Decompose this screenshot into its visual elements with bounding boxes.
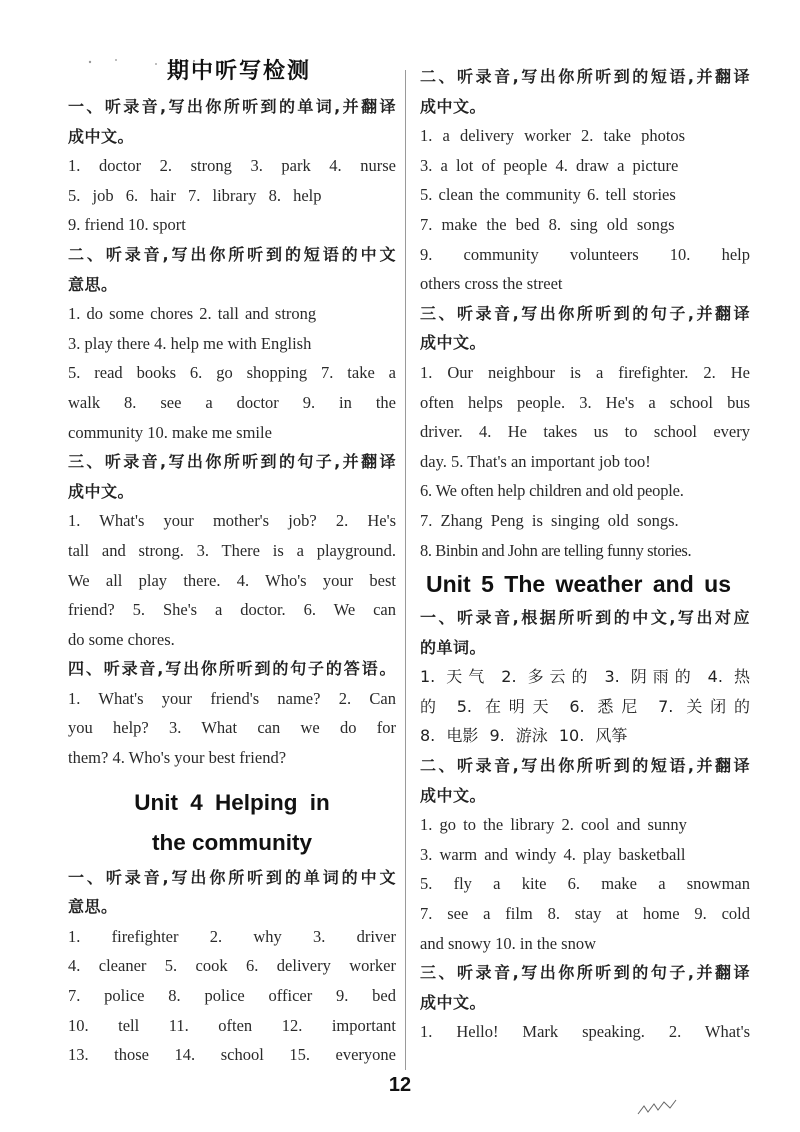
section-heading: 成中文。	[68, 481, 135, 501]
answer-line: 7. make the bed 8. sing old songs	[420, 214, 675, 234]
answer-line: 1. do some chores 2. tall and strong	[68, 304, 317, 324]
section-heading: 成中文。	[420, 992, 487, 1012]
answer-line: 8. 电影 9. 游泳 10. 风筝	[420, 726, 628, 746]
answer-line: 9. friend 10. sport	[68, 215, 186, 235]
section-heading: 二、听录音,写出你所听到的短语的中文	[68, 244, 396, 264]
page-number: 12	[388, 1074, 412, 1096]
answer-line: 7. see a film 8. stay at home 9. cold	[420, 904, 750, 924]
section-heading: 一、听录音,写出你所听到的单词的中文	[68, 867, 396, 887]
section-heading: 三、听录音,写出你所听到的句子,并翻译	[420, 963, 750, 983]
answer-line: 5. fly a kite 6. make a snowman	[420, 874, 750, 894]
right-column	[420, 62, 750, 1047]
unit-title: Unit 5 The weather and us	[426, 571, 731, 598]
column-divider	[405, 70, 406, 1070]
answer-line: 7. Zhang Peng is singing old songs.	[420, 510, 679, 530]
answer-line: 6. We often help children and old people.	[420, 481, 684, 501]
section-heading: 意思。	[68, 274, 118, 294]
page-title: 期中听写检测	[166, 59, 311, 84]
answer-line: 5. clean the community 6. tell stories	[420, 185, 676, 205]
section-heading: 二、听录音,写出你所听到的短语,并翻译	[420, 67, 750, 86]
answer-line: them? 4. Who's your best friend?	[68, 748, 287, 768]
section-heading: 三、听录音,写出你所听到的句子,并翻译	[68, 452, 396, 472]
unit-title: Unit 4 Helping in	[134, 789, 330, 815]
answer-line: 13. those 14. school 15. everyone	[68, 1045, 396, 1065]
answer-line: friend? 5. She's a doctor. 6. We can	[68, 600, 396, 620]
section-heading: 成中文。	[420, 96, 487, 116]
answer-line: 1. What's your friend's name? 2. Can	[68, 688, 396, 708]
answer-line: 4. cleaner 5. cook 6. delivery worker	[68, 956, 396, 976]
answer-line: day. 5. That's an important job too!	[420, 451, 651, 471]
section-heading: 一、听录音,根据所听到的中文,写出对应	[420, 608, 750, 628]
answer-line: 5. job 6. hair 7. library 8. help	[68, 185, 322, 205]
section-heading: 成中文。	[68, 126, 135, 146]
section-heading: 意思。	[68, 897, 118, 917]
answer-line: 1. firefighter 2. why 3. driver	[68, 926, 396, 946]
answer-line: 7. police 8. police officer 9. bed	[68, 986, 396, 1006]
answer-line: 1. go to the library 2. cool and sunny	[420, 815, 687, 835]
answer-line: 3. a lot of people 4. draw a picture	[420, 155, 679, 175]
section-heading: 二、听录音,写出你所听到的短语,并翻译	[420, 756, 750, 776]
answer-line: 10. tell 11. often 12. important	[68, 1015, 396, 1035]
answer-line: 1. a delivery worker 2. take photos	[420, 126, 686, 146]
answer-line: others cross the street	[420, 274, 563, 294]
answer-line: 1. Our neighbour is a firefighter. 2. He	[420, 362, 750, 382]
answer-line: 3. warm and windy 4. play basketball	[420, 844, 686, 864]
answer-line: 8. Binbin and John are telling funny stories.	[420, 540, 692, 560]
section-heading: 成中文。	[420, 785, 487, 805]
answer-line: and snowy 10. in the snow	[420, 933, 596, 953]
answer-line: 1. 天气 2. 多云的 3. 阴雨的 4. 热	[420, 667, 750, 687]
scribble-mark	[636, 1094, 686, 1120]
answer-line: 3. play there 4. help me with English	[68, 333, 312, 353]
answer-line: We all play there. 4. Who's your best	[68, 570, 396, 590]
section-heading: 的单词。	[420, 637, 487, 657]
answer-line: do some chores.	[68, 629, 175, 649]
section-heading: 一、听录音,写出你所听到的单词,并翻译	[68, 97, 396, 116]
section-heading: 成中文。	[420, 333, 487, 353]
answer-line: driver. 4. He takes us to school every	[420, 422, 750, 442]
left-column	[68, 52, 396, 1070]
answer-line: 1. doctor 2. strong 3. park 4. nurse	[68, 156, 396, 176]
section-heading: 四、听录音,写出你所听到的句子的答语。	[68, 659, 396, 679]
answer-line: walk 8. see a doctor 9. in the	[68, 392, 396, 412]
answer-line: often helps people. 3. He's a school bus	[420, 392, 750, 412]
answer-line: you help? 3. What can we do for	[68, 718, 396, 738]
answer-line: tall and strong. 3. There is a playground.	[68, 540, 396, 560]
answer-line: 1. What's your mother's job? 2. He's	[68, 511, 396, 531]
answer-line: 9. community volunteers 10. help	[420, 244, 750, 264]
section-heading: 三、听录音,写出你所听到的句子,并翻译	[420, 303, 750, 323]
unit-title: the community	[151, 829, 313, 855]
answer-line: 1. Hello! Mark speaking. 2. What's	[420, 1022, 750, 1042]
answer-line: 的 5. 在明天 6. 悉尼 7. 关闭的	[420, 696, 750, 716]
answer-line: 5. read books 6. go shopping 7. take a	[68, 363, 396, 383]
answer-line: community 10. make me smile	[68, 422, 272, 442]
